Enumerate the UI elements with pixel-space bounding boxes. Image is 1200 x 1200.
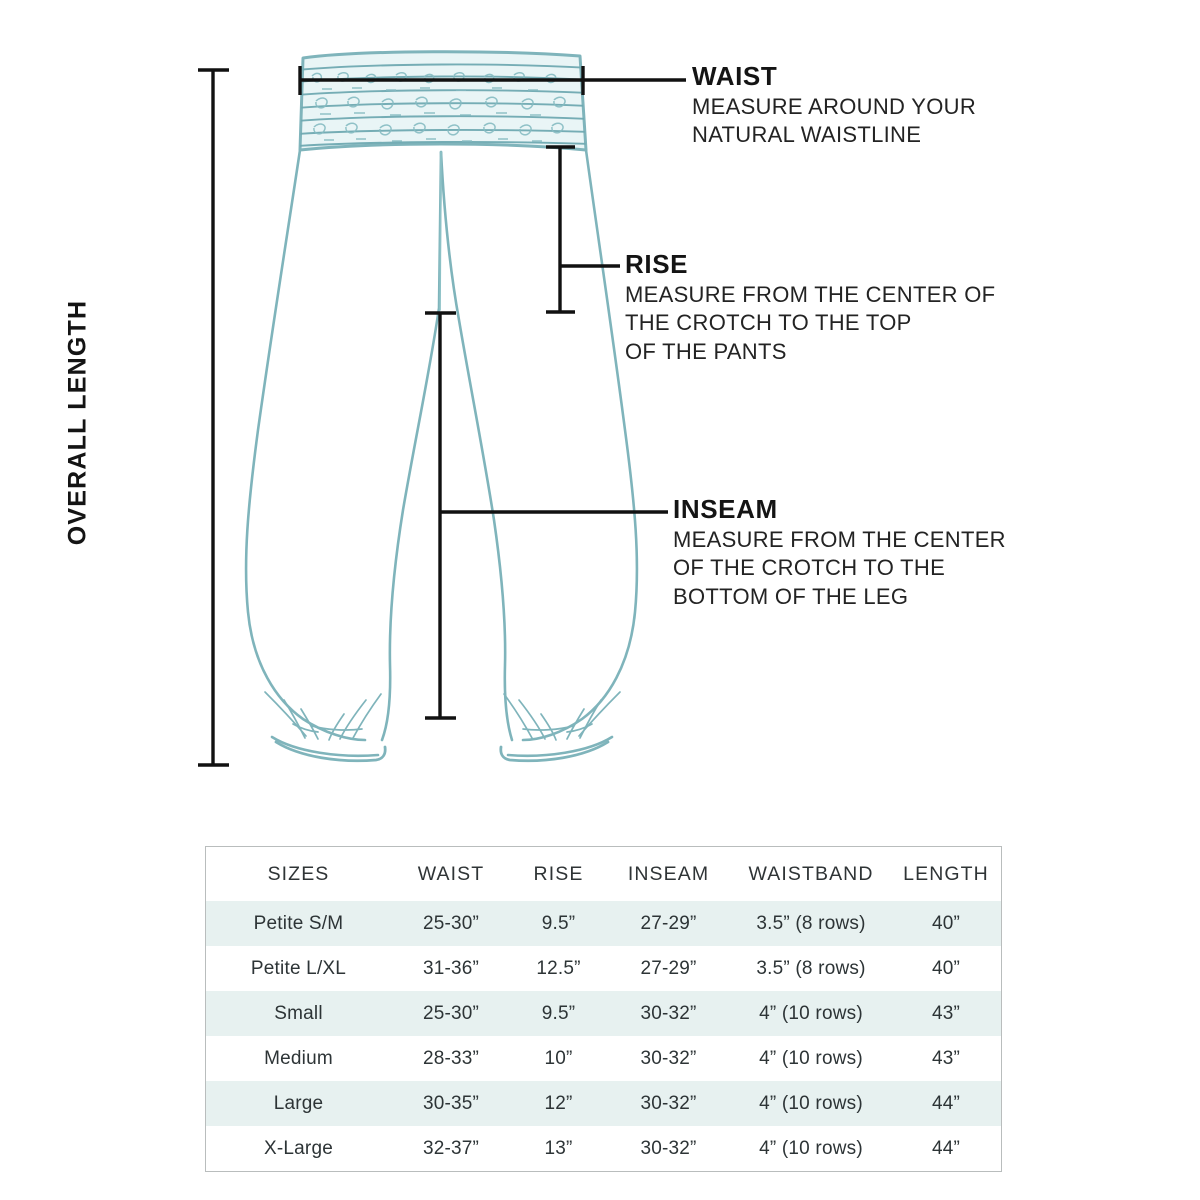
table-cell: 13”: [544, 1137, 573, 1159]
table-cell: Small: [206, 991, 391, 1036]
column-header: INSEAM: [606, 847, 731, 901]
table-cell: Medium: [264, 1047, 333, 1069]
table-cell: 4” (10 rows): [759, 1047, 863, 1069]
column-header: LENGTH: [891, 847, 1001, 901]
table-cell: 31-36”: [422, 957, 480, 979]
inseam-measure-line: [425, 313, 668, 718]
table-cell: 4” (10 rows): [731, 991, 891, 1036]
overall-length-measure-line: [198, 70, 229, 765]
table-cell: 4” (10 rows): [759, 1137, 863, 1159]
table-cell: 30-32”: [606, 1081, 731, 1126]
table-cell: 4” (10 rows): [731, 1081, 891, 1126]
annotation-inseam-description: [673, 526, 1006, 612]
table-cell: 32-37”: [422, 1137, 480, 1159]
annotation-rise-title: RISE: [625, 249, 689, 279]
table-cell: 3.5” (8 rows): [756, 957, 866, 979]
annotation-inseam-line-2: OF THE CROTCH TO THE: [673, 555, 946, 581]
table-cell: 3.5” (8 rows): [731, 901, 891, 946]
annotation-waist-description: [692, 93, 976, 150]
table-cell: 30-32”: [640, 1047, 697, 1069]
table-row: [206, 1036, 1001, 1081]
table-header-row: [206, 847, 1001, 901]
annotation-rise-line-2: THE CROTCH TO THE TOP: [625, 310, 912, 336]
size-table-grid: [206, 847, 1001, 1171]
annotation-rise-line-3: OF THE PANTS: [625, 338, 787, 364]
table-cell: 28-33”: [422, 1047, 480, 1069]
waistband: [296, 52, 590, 150]
rise-measure-line: [546, 147, 620, 312]
table-cell: Petite L/XL: [250, 957, 347, 979]
column-header: RISE: [511, 847, 606, 901]
table-cell: 10”: [544, 1047, 573, 1069]
table-cell: 12”: [511, 1081, 606, 1126]
table-cell: 30-32”: [606, 991, 731, 1036]
table-cell: 40”: [931, 957, 961, 979]
annotation-waist-title: WAIST: [692, 61, 778, 91]
size-table-body: [206, 847, 1001, 1171]
annotation-rise: [625, 250, 995, 366]
table-cell: 25-30”: [391, 901, 511, 946]
column-header: WAISTBAND: [731, 847, 891, 901]
column-header: SIZES: [206, 847, 391, 901]
annotation-inseam-line-1: MEASURE FROM THE CENTER: [673, 526, 1006, 552]
table-cell: 27-29”: [606, 901, 731, 946]
table-cell: 44”: [931, 1137, 961, 1159]
annotation-inseam-title: INSEAM: [673, 494, 778, 524]
cuff-gather-detail: [265, 692, 620, 740]
overall-length-label: OVERALL LENGTH: [63, 299, 92, 546]
table-cell: 40”: [891, 901, 1001, 946]
annotation-inseam: [673, 495, 1006, 611]
table-cell: 25-30”: [391, 991, 511, 1036]
table-row: [206, 1126, 1001, 1171]
table-cell: 43”: [931, 1047, 961, 1069]
table-row: [206, 946, 1001, 991]
annotation-waist-line-1: MEASURE AROUND YOUR: [692, 93, 977, 119]
table-cell: X-Large: [264, 1137, 333, 1159]
table-cell: Large: [206, 1081, 391, 1126]
column-header: WAIST: [391, 847, 511, 901]
table-row: [206, 901, 1001, 946]
annotation-waist: [692, 62, 976, 150]
annotation-waist-line-2: NATURAL WAISTLINE: [692, 122, 922, 148]
table-cell: 43”: [891, 991, 1001, 1036]
table-cell: 12.5”: [536, 957, 581, 979]
table-cell: 30-35”: [391, 1081, 511, 1126]
table-cell: 30-32”: [640, 1137, 697, 1159]
table-row: [206, 991, 1001, 1036]
table-cell: 9.5”: [511, 901, 606, 946]
annotation-inseam-line-3: BOTTOM OF THE LEG: [673, 583, 909, 609]
annotation-rise-description: [625, 281, 995, 367]
annotation-rise-line-1: MEASURE FROM THE CENTER OF: [625, 281, 996, 307]
size-table: [205, 846, 1002, 1172]
table-row: [206, 1081, 1001, 1126]
table-cell: Petite S/M: [206, 901, 391, 946]
table-cell: 44”: [891, 1081, 1001, 1126]
table-cell: 27-29”: [640, 957, 697, 979]
table-cell: 9.5”: [511, 991, 606, 1036]
